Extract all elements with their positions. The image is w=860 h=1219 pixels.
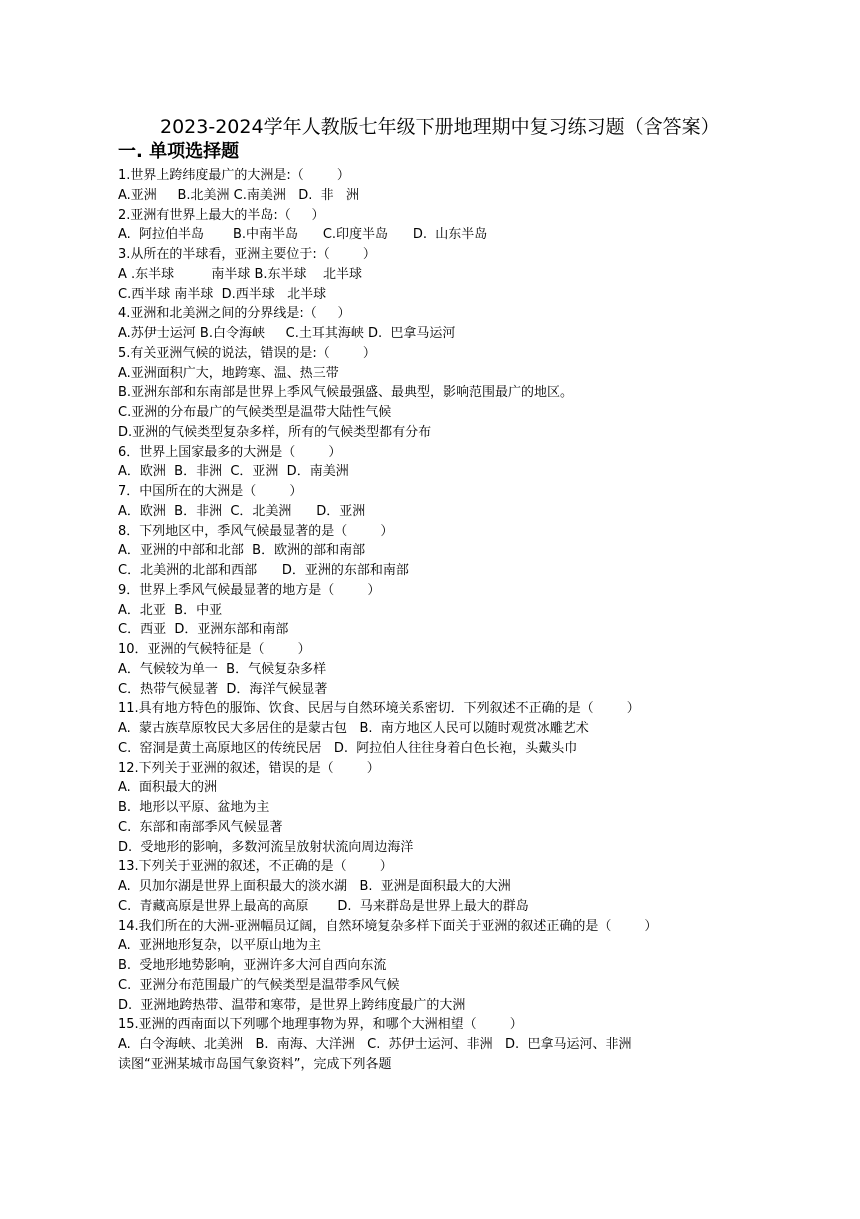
question-line: A．欧洲 B．非洲 C．北美洲 D．亚洲 (118, 503, 366, 519)
question-line: 2.亚洲有世界上最大的半岛:（ ） (118, 207, 325, 223)
question-line: A. 面积最大的洲 (118, 780, 218, 796)
question-line: 12.下列关于亚洲的叙述，错误的是（ ） (118, 760, 380, 776)
section-heading: 一. 单项选择题 (118, 141, 240, 162)
question-line: 6．世界上国家最多的大洲是（ ） (118, 444, 342, 460)
question-line: A. 白令海峡、北美洲 B. 南海、大洋洲 C. 苏伊士运河、非洲 D. 巴拿马运河、非洲 (118, 1037, 632, 1052)
question-line: C. 青藏高原是世界上最高的高原 D. 马来群岛是世界上最大的群岛 (118, 898, 529, 914)
question-line: A．亚洲的中部和北部 B．欧洲的部和南部 (118, 543, 366, 559)
question-line: A．气候较为单一 B．气候复杂多样 (118, 661, 327, 677)
question-line: 11.具有地方特色的服饰、饮食、民居与自然环境关系密切．下列叙述不正确的是（ ） (118, 701, 640, 717)
question-line: C．西亚 D．亚洲东部和南部 (118, 622, 289, 638)
question-line: A. 亚洲地形复杂，以平原山地为主 (118, 938, 322, 954)
question-line: D. 受地形的影响，多数河流呈放射状流向周边海洋 (118, 839, 414, 855)
question-line: A．北亚 B．中亚 (118, 602, 223, 618)
question-line: 1.世界上跨纬度最广的大洲是:（ ） (118, 168, 350, 183)
question-line: A.苏伊士运河 B.白令海峡 C.土耳其海峡 D. 巴拿马运河 (118, 326, 456, 341)
question-line: B. 受地形地势影响，亚洲许多大河自西向东流 (118, 958, 387, 973)
question-line: 5.有关亚洲气候的说法，错误的是:（ ） (118, 345, 376, 361)
question-line: A. 贝加尔湖是世界上面积最大的淡水湖 B. 亚洲是面积最大的大洲 (118, 879, 511, 894)
question-line: 7．中国所在的大洲是（ ） (118, 484, 303, 499)
question-line: B.亚洲东部和东南部是世界上季风气候最强盛、最典型，影响范围最广的地区。 (118, 385, 574, 401)
question-list (118, 166, 848, 1075)
question-line: 9．世界上季风气候最显著的地方是（ ） (118, 582, 381, 598)
question-line: D.亚洲的气候类型复杂多样，所有的气候类型都有分布 (118, 424, 432, 440)
question-line: C.亚洲的分布最广的气候类型是温带大陆性气候 (118, 405, 392, 420)
question-line: A. 蒙古族草原牧民大多居住的是蒙古包 B. 南方地区人民可以随时观赏冰雕艺术 (118, 721, 589, 736)
question-line: C. 窑洞是黄土高原地区的传统民居 D. 阿拉伯人往往身着白色长袍，头戴头巾 (118, 740, 578, 756)
question-line: C. 亚洲分布范围最广的气候类型是温带季风气候 (118, 977, 400, 993)
question-line: A．欧洲 B．非洲 C．亚洲 D．南美洲 (118, 464, 349, 480)
question-line: 读图“亚洲某城市岛国气象资料”，完成下列各题 (118, 1056, 392, 1072)
question-line: C.西半球 南半球 D.西半球 北半球 (118, 286, 327, 302)
question-line: C. 东部和南部季风气候显著 (118, 819, 283, 835)
question-line: C．热带气候显著 D．海洋气候显著 (118, 681, 328, 697)
question-line: 4.亚洲和北美洲之间的分界线是:（ ） (118, 306, 351, 322)
question-line: 10．亚洲的气候特征是（ ） (118, 642, 311, 657)
question-line: A .东半球 南半球 B.东半球 北半球 (118, 266, 363, 282)
question-line: 13.下列关于亚洲的叙述，不正确的是（ ） (118, 859, 393, 875)
question-line: 14.我们所在的大洲-亚洲幅员辽阔，自然环境复杂多样下面关于亚洲的叙述正确的是（ ） (118, 918, 658, 934)
question-line: 8．下列地区中，季风气候最显著的是（ ） (118, 523, 394, 539)
question-line: 3.从所在的半球看，亚洲主要位于:（ ） (118, 247, 376, 262)
question-line: C．北美洲的北部和西部 D．亚洲的东部和南部 (118, 563, 409, 578)
question-line: A.亚洲面积广大，地跨寒、温、热三带 (118, 365, 339, 381)
question-line: D. 亚洲地跨热带、温带和寒带，是世界上跨纬度最广的大洲 (118, 997, 466, 1013)
document-title: 2023-2024学年人教版七年级下册地理期中复习练习题（含答案） (160, 116, 720, 138)
question-line: A.亚洲 B.北美洲 C.南美洲 D. 非 洲 (118, 187, 360, 203)
question-line: 15.亚洲的西南面以下列哪个地理事物为界，和哪个大洲相望（ ） (118, 1017, 523, 1033)
question-line: B. 地形以平原、盆地为主 (118, 800, 270, 815)
question-line: A. 阿拉伯半岛 B.中南半岛 C.印度半岛 D. 山东半岛 (118, 227, 488, 243)
